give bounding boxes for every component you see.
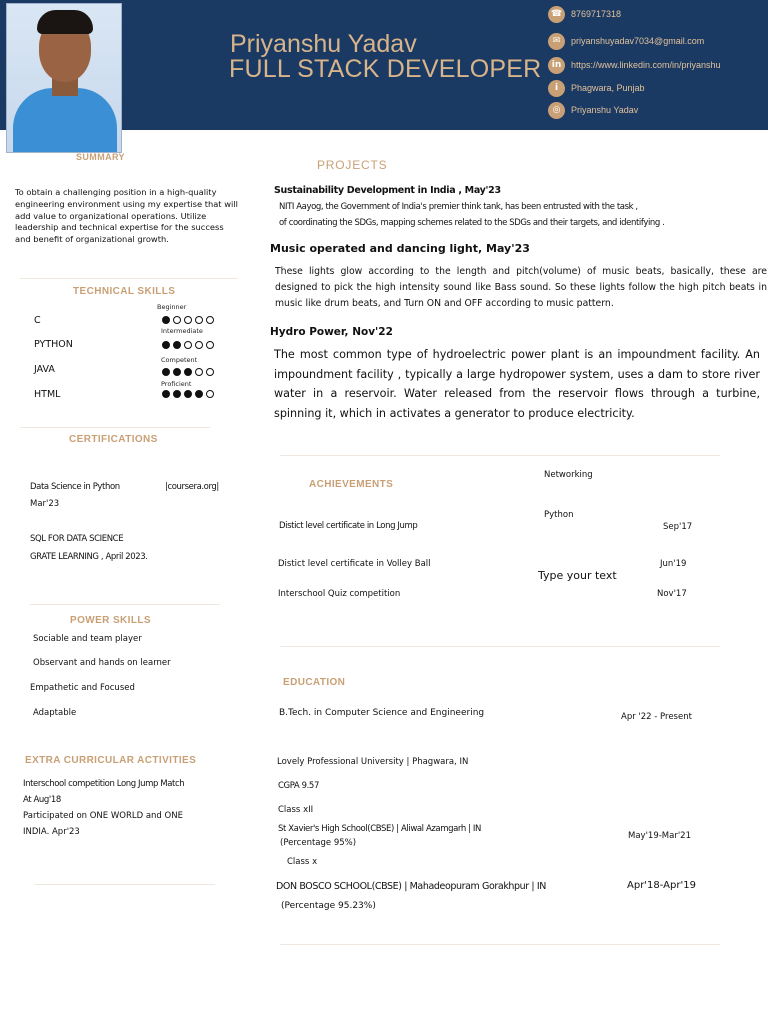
project-title: Sustainability Development in India , May'23 — [274, 185, 501, 196]
linkedin-icon: in — [548, 57, 565, 74]
skill-name: JAVA — [34, 364, 55, 375]
rating-dot — [162, 390, 170, 398]
certification-title: SQL FOR DATA SCIENCE — [30, 534, 124, 544]
email-icon: ✉ — [548, 33, 565, 50]
school-x-date: Apr'18-Apr'19 — [627, 880, 696, 891]
contact-location — [548, 79, 645, 97]
school-x: DON BOSCO SCHOOL(CBSE) | Mahadeopuram Gorakhpur | IN — [276, 881, 546, 892]
power-skill-item: Adaptable — [33, 708, 77, 718]
candidate-name: Priyanshu Yadav — [230, 30, 417, 58]
certifications-heading: CERTIFICATIONS — [69, 434, 158, 445]
skill-level-label: Competent — [161, 356, 198, 364]
project-description: of coordinating the SDGs, mapping schemes related to the SDGs and their targets, and identifying . — [279, 218, 665, 228]
extra-activity-line: INDIA. Apr'23 — [23, 827, 80, 837]
contact-location-text: Phagwara, Punjab — [571, 83, 645, 93]
rating-dot — [195, 368, 203, 376]
school-xii-date: May'19-Mar'21 — [628, 831, 691, 841]
rating-dot — [173, 368, 181, 376]
rating-dot — [184, 341, 192, 349]
extra-activity-line: Interschool competition Long Jump Match — [23, 779, 185, 789]
technical-skills-heading: TECHNICAL SKILLS — [73, 286, 176, 297]
class-xii-label: Class xII — [278, 805, 314, 815]
divider — [35, 884, 215, 885]
skill-level-label: Beginner — [157, 303, 187, 311]
power-skill-item: Observant and hands on learner — [33, 658, 171, 668]
skill-rating — [162, 390, 214, 398]
github-icon: ◎ — [548, 102, 565, 119]
school-xii: St Xavier's High School(CBSE) | Aliwal Azamgarh | IN — [278, 824, 481, 834]
candidate-title: FULL STACK DEVELOPER — [229, 55, 542, 83]
contact-phone-text: 8769717318 — [571, 9, 622, 19]
power-skill-item: Sociable and team player — [33, 634, 142, 644]
skill-name: C — [34, 315, 41, 326]
achievements-heading: ACHIEVEMENTS — [309, 479, 394, 490]
achievement-item: Distict level certificate in Long Jump — [279, 521, 418, 531]
degree-date: Apr '22 - Present — [621, 712, 692, 722]
power-skill-item: Empathetic and Focused — [30, 683, 135, 693]
phone-icon: ☎ — [548, 6, 565, 23]
project-description: NITI Aayog, the Government of India's premier think tank, has been entrusted with the task , — [279, 202, 638, 212]
project-title: Music operated and dancing light, May'23 — [270, 242, 530, 255]
rating-dot — [195, 316, 203, 324]
contact-email-text: priyanshuyadav7034@gmail.com — [571, 36, 705, 46]
contact-github-text: Priyanshu Yadav — [571, 105, 639, 115]
rating-dot — [162, 368, 170, 376]
extra-activity-line: At Aug'18 — [23, 795, 61, 805]
profile-photo — [6, 3, 122, 153]
contact-linkedin[interactable] — [548, 56, 721, 74]
divider — [280, 455, 720, 456]
extra-activity-line: Participated on ONE WORLD and ONE — [23, 811, 183, 821]
education-heading: EDUCATION — [283, 677, 346, 688]
rating-dot — [206, 341, 214, 349]
location-icon: i — [548, 80, 565, 97]
rating-dot — [195, 341, 203, 349]
rating-dot — [206, 368, 214, 376]
divider — [20, 427, 210, 428]
certification-title: Data Science in Python — [30, 482, 120, 492]
project-title: Hydro Power, Nov'22 — [270, 326, 393, 338]
contact-github[interactable] — [548, 101, 638, 119]
floating-text: Python — [544, 510, 574, 520]
achievement-item: Interschool Quiz competition — [278, 589, 401, 599]
contact-phone[interactable] — [548, 5, 621, 23]
certification-date: Mar'23 — [30, 499, 60, 509]
project-description: The most common type of hydroelectric power plant is an impoundment facility. An impoundment facility , typically a large hydropower system, uses a dam to store river water in a reservoir. Water released from the reservoir flows through a turbine, spinning it, which in activates a generator to produce electricity. — [274, 348, 760, 420]
rating-dot — [173, 341, 181, 349]
rating-dot — [184, 368, 192, 376]
degree-title: B.Tech. in Computer Science and Engineering — [279, 708, 485, 718]
cgpa: CGPA 9.57 — [278, 781, 319, 791]
summary-text: To obtain a challenging position in a high-quality engineering environment using my expertise that will add value to organizational operations. Utilize leadership and technical expertise for the success and benefit of organizational growth. — [15, 187, 238, 245]
skill-name: HTML — [34, 389, 61, 400]
rating-dot — [162, 316, 170, 324]
contact-email[interactable] — [548, 32, 704, 50]
achievement-item: Distict level certificate in Volley Ball — [278, 559, 431, 569]
rating-dot — [206, 316, 214, 324]
divider — [280, 646, 720, 647]
school-xii-percentage: (Percentage 95%) — [280, 838, 357, 848]
floating-text: Networking — [544, 470, 593, 480]
rating-dot — [162, 341, 170, 349]
rating-dot — [184, 316, 192, 324]
school-x-percentage: (Percentage 95.23%) — [281, 901, 376, 911]
rating-dot — [206, 390, 214, 398]
rating-dot — [173, 390, 181, 398]
divider — [280, 944, 720, 945]
projects-heading: PROJECTS — [317, 158, 388, 172]
achievement-date: Sep'17 — [663, 522, 693, 532]
skill-level-label: Intermediate — [161, 327, 203, 335]
achievement-date: Nov'17 — [657, 589, 687, 599]
rating-dot — [173, 316, 181, 324]
rating-dot — [195, 390, 203, 398]
skill-rating — [162, 368, 214, 376]
achievement-date: Jun'19 — [660, 559, 687, 569]
extra-curricular-heading: EXTRA CURRICULAR ACTIVITIES — [25, 755, 197, 766]
power-skills-heading: POWER SKILLS — [70, 615, 151, 626]
university-name: Lovely Professional University | Phagwara, IN — [277, 757, 469, 767]
certification-source: GRATE LEARNING , April 2023. — [30, 552, 148, 562]
skill-level-label: Proficient — [161, 380, 192, 388]
skill-rating — [162, 316, 214, 324]
certification-source: |coursera.org| — [165, 482, 219, 492]
divider — [20, 278, 238, 279]
skill-name: PYTHON — [34, 339, 73, 350]
project-description: These lights glow according to the length and pitch(volume) of music beats, basically, these are designed to pick the high intensity sound like Bass sound. So these lights follow the high pitch beats in music like drum beats, and Turn ON and OFF according to music pattern. — [275, 266, 767, 309]
contact-linkedin-text: https://www.linkedin.com/in/priyanshu — [571, 60, 721, 70]
summary-heading: SUMMARY — [76, 152, 125, 162]
placeholder-text-box[interactable]: Type your text — [538, 569, 617, 582]
rating-dot — [184, 390, 192, 398]
divider — [30, 604, 220, 605]
skill-rating — [162, 341, 214, 349]
class-x-label: Class x — [287, 857, 318, 867]
